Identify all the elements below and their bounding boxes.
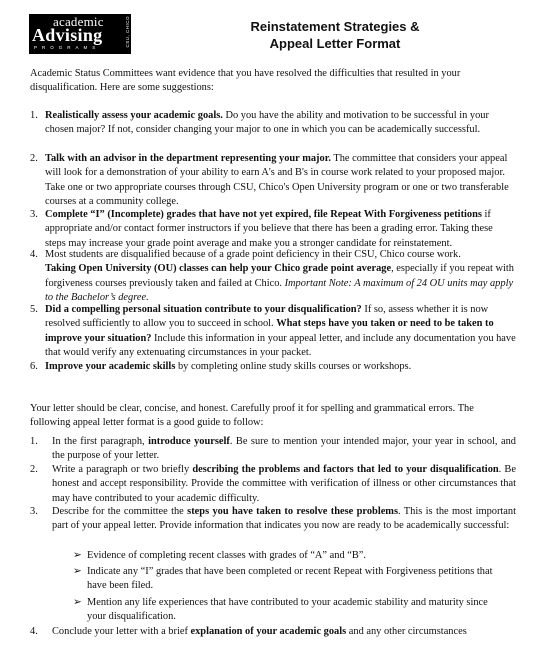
format-text-2: and any other circumstances (346, 626, 467, 637)
strategy-item-6 (30, 360, 516, 374)
strategy-text-2: , especially if you repeat with forgiveness courses previously taken and failed at Chico. (45, 263, 514, 289)
logo-word-advising: Advising (32, 25, 103, 45)
strategy-heading-2: What steps have you taken or need to be taken to improve your situation? (45, 318, 494, 344)
strategy-text: Do you have the ability and motivation to be successful in your chosen major? If not, consider changing your major to one in which you can be academically successful. (45, 110, 489, 136)
strategy-item-5 (30, 303, 516, 361)
page-title-line2: Appeal Letter Format (269, 36, 401, 51)
strategy-heading: Realistically assess your academic goals. (45, 110, 223, 121)
format-heading: describing the problems and factors that led to your disqualification (192, 464, 499, 475)
strategy-text: by completing online study skills courses or workshops. (175, 361, 412, 372)
format-item-2 (30, 463, 516, 506)
format-text: Conclude your letter with a brief (52, 626, 191, 637)
strategy-text: if appropriate and/or contact former instructors if you believe that there has been a grading error. Taking these steps may increase your grade point average and make you a stronger candidate for reinstatement. (45, 209, 493, 249)
list-number: 5. (30, 304, 38, 315)
letter-intro-paragraph (30, 402, 510, 431)
list-number: 1. (30, 436, 38, 447)
intro-paragraph (30, 67, 510, 96)
letter-intro-line2: following appeal letter format is a good guide to follow: (30, 417, 264, 429)
arrow-bullet-icon: ➢ (73, 550, 82, 561)
strategy-item-3 (30, 208, 516, 251)
format-item-3 (30, 505, 516, 534)
intro-line2: disqualification. Here are some suggestions: (30, 82, 214, 94)
strategy-text: Most students are disqualified because of a grade point deficiency in their CSU, Chico course work. (45, 249, 461, 260)
format-item-1 (30, 435, 516, 464)
list-number: 4. (30, 249, 38, 260)
logo-word-programs: PROGRAMS (34, 45, 101, 50)
strategy-text-2: Include this information in your appeal letter, and include any documentation you have that would verify any extenuating circumstances in your packet. (45, 332, 516, 359)
strategy-important-note: Important Note: A maximum of 24 OU units may apply to the Bachelor’s degree. (45, 277, 514, 304)
page-title-line1: Reinstatement Strategies & (250, 19, 420, 34)
sub-bullet-3 (73, 596, 509, 625)
sub-bullet-text: Evidence of completing recent classes with grades of “A” and “B”. (87, 550, 366, 561)
strategy-item-2 (30, 152, 516, 210)
strategy-heading: Complete “I” (Incomplete) grades that have not yet expired, file Repeat With Forgiveness petitions (45, 209, 482, 220)
strategy-item-1 (30, 109, 516, 138)
strategy-heading: Taking Open University (OU) classes can help your Chico grade point average (45, 263, 392, 275)
list-number: 3. (30, 506, 38, 517)
letter-intro-line1: Your letter should be clear, concise, and honest. Carefully proof it for spelling and grammatical errors. The (30, 403, 474, 414)
list-number: 6. (30, 361, 38, 372)
format-text: In the first paragraph, (52, 436, 149, 447)
list-number: 2. (30, 153, 38, 164)
list-number: 1. (30, 110, 38, 121)
format-heading: introduce yourself (148, 436, 230, 447)
logo-word-academic: academic (53, 14, 104, 29)
sub-bullet-text: Mention any life experiences that have contributed to your academic stability and maturity since your disqualification. (87, 597, 488, 623)
sub-bullet-1 (73, 549, 509, 563)
format-text-2: . This is the most important part of your appeal letter. Provide information that indicates you now are ready to be academically successful: (52, 506, 517, 532)
academic-advising-logo (29, 14, 131, 54)
format-text: Describe for the committee the (52, 506, 188, 517)
list-number: 4. (30, 626, 38, 637)
format-heading: steps you have taken to resolve these problems (187, 506, 399, 517)
arrow-bullet-icon: ➢ (73, 597, 82, 608)
arrow-bullet-icon: ➢ (73, 566, 82, 577)
logo-csu-chico: CSU, CHICO (125, 16, 130, 48)
list-number: 3. (30, 209, 38, 220)
strategy-text: If so, assess whether it is now resolved sufficiently to allow you to succeed in school. (45, 304, 489, 330)
format-heading: explanation of your academic goals (190, 626, 347, 637)
strategy-heading: Did a compelling personal situation contribute to your disqualification? (45, 304, 362, 315)
format-item-4 (30, 625, 516, 639)
format-text-2: . Be sure to mention your intended major, your year in school, and the purpose of your letter. (52, 436, 516, 462)
strategy-heading: Improve your academic skills (45, 361, 176, 372)
strategy-text: The committee that considers your appeal will look for a demonstration of your ability to earn A's and B's in course work related to your proposed major. Take one or two appropriate courses through CSU, Chico's Open University program or one or two transferable courses at a community college. (45, 153, 509, 208)
sub-bullet-text: Indicate any “I” grades that have been completed or recent Repeat with Forgiveness petitions that have been filed. (87, 566, 493, 592)
intro-line1: Academic Status Committees want evidence that you have resolved the difficulties that resulted in your (30, 68, 461, 79)
format-text-2: . Be honest and accept responsibility. Provide the committee with verification of illness or other circumstances that may have contributed to your academic difficulty. (52, 464, 516, 504)
strategy-item-4 (30, 248, 516, 306)
list-number: 2. (30, 464, 38, 475)
strategy-heading: Talk with an advisor in the department representing your major. (45, 153, 331, 164)
sub-bullet-2 (73, 565, 509, 594)
format-text: Write a paragraph or two briefly (52, 464, 193, 475)
